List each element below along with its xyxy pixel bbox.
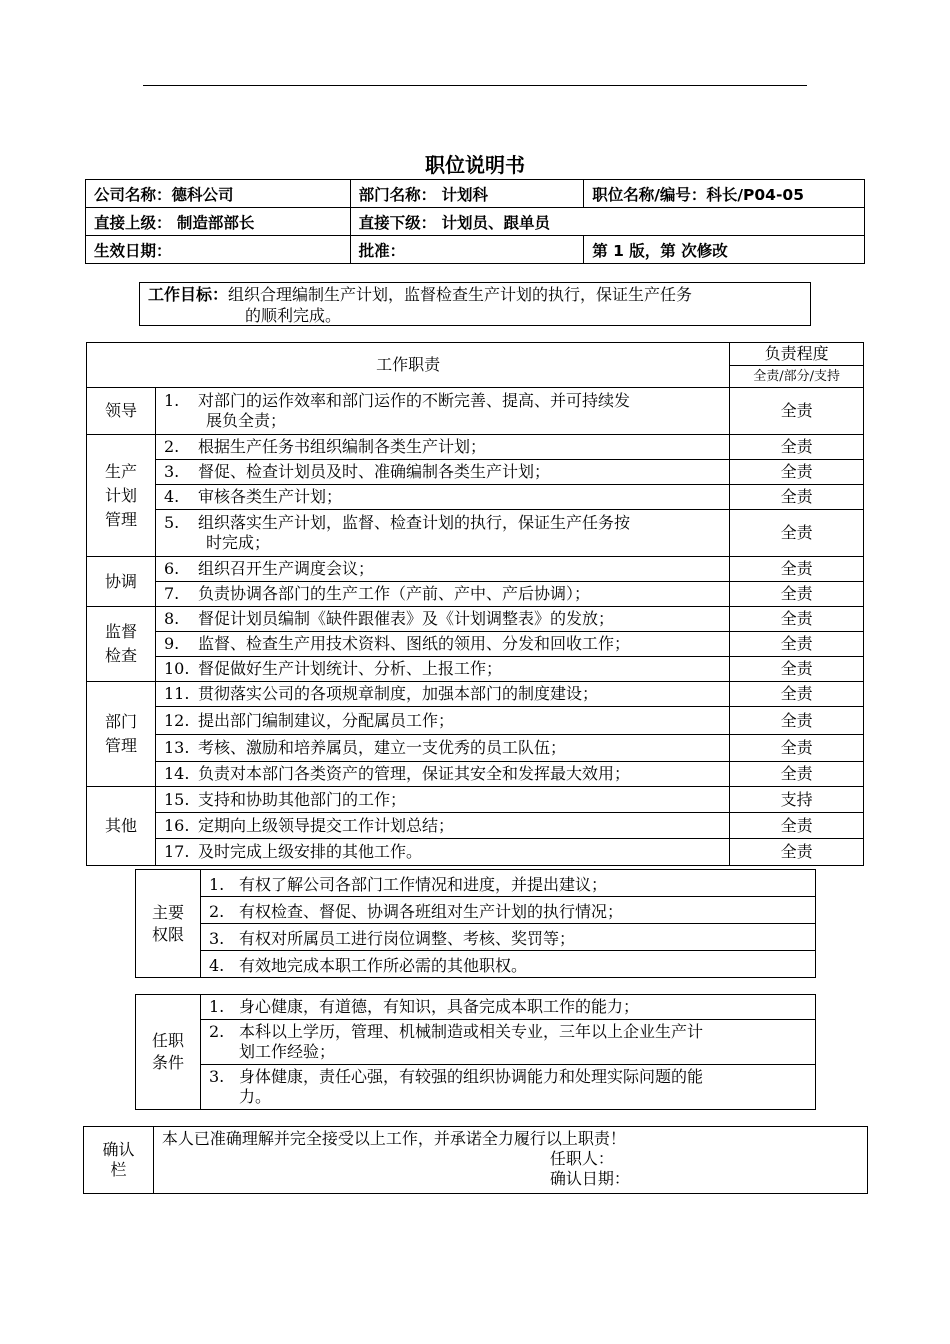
authority-number: 3. (208, 928, 225, 948)
duty-item (155, 485, 729, 510)
position-name: 职位名称/编号：科长/P04-05 (584, 180, 865, 208)
duty-item (155, 510, 729, 557)
authority-number: 4. (208, 955, 225, 975)
requirements-item (200, 1065, 815, 1110)
duty-text: 及时完成上级安排的其他工作。 (197, 842, 422, 861)
requirements-label: 任职条件 (136, 995, 201, 1110)
level-header: 负责程度 (730, 343, 864, 366)
duty-item (155, 735, 729, 762)
document-title: 职位说明书 (425, 153, 525, 177)
requirements-row (136, 1065, 816, 1110)
duty-row (87, 735, 864, 762)
duty-text: 支持和协助其他部门的工作； (197, 789, 406, 809)
duty-number: 1. (163, 391, 180, 410)
authority-row (136, 924, 816, 951)
requirements-number: 2. (208, 1022, 225, 1041)
responsibility-level: 全责 (730, 557, 864, 582)
duties-table (86, 342, 864, 866)
responsibility-level: 全责 (730, 682, 864, 707)
department-name: 部门名称： 计划科 (350, 180, 584, 208)
duty-row (87, 813, 864, 839)
responsibility-level: 全责 (730, 839, 864, 866)
responsibility-level: 全责 (730, 460, 864, 485)
duty-number: 3. (163, 462, 180, 481)
requirements-text-cont: 力。 (238, 1087, 271, 1106)
duty-number: 8. (163, 609, 180, 628)
work-goal-box (139, 282, 811, 326)
duty-item (155, 460, 729, 485)
duty-item (155, 762, 729, 787)
duties-header: 工作职责 (87, 343, 730, 388)
duty-text-cont: 时完成； (205, 533, 270, 552)
duty-text: 考核、激励和培养属员，建立一支优秀的员工队伍； (197, 738, 566, 757)
responsibility-level: 全责 (730, 435, 864, 460)
duty-item (155, 435, 729, 460)
responsibility-level: 全责 (730, 388, 864, 435)
responsibility-level: 全责 (730, 813, 864, 839)
authority-label: 主要权限 (136, 870, 201, 978)
duty-item (155, 813, 729, 839)
position-info-table (85, 179, 865, 264)
requirements-text: 身体健康，责任心强，有较强的组织协调能力和处理实际问题的能 (238, 1067, 703, 1086)
requirements-text-cont: 划工作经验； (238, 1042, 335, 1061)
duty-number: 12. (163, 710, 190, 730)
duty-item (155, 557, 729, 582)
duty-text: 根据生产任务书组织编制各类生产计划； (197, 437, 486, 456)
duty-text: 督促、检查计划员及时、准确编制各类生产计划； (197, 462, 550, 481)
effective-date: 生效日期： (86, 236, 351, 264)
responsibility-level: 全责 (730, 707, 864, 735)
authority-table (135, 869, 816, 978)
requirements-text: 本科以上学历，管理、机械制造或相关专业，三年以上企业生产计 (238, 1022, 703, 1041)
duty-category: 监督检查 (87, 607, 156, 682)
requirements-item (200, 995, 815, 1020)
requirements-table (135, 994, 816, 1110)
duty-text: 贯彻落实公司的各项规章制度，加强本部门的制度建设； (197, 684, 598, 703)
employee-signature: 任职人： (549, 1149, 614, 1168)
duty-category: 其他 (87, 787, 156, 866)
responsibility-level: 全责 (730, 657, 864, 682)
requirements-row (136, 1020, 816, 1065)
duty-row (87, 485, 864, 510)
authority-item (200, 897, 815, 924)
duty-text: 组织落实生产计划，监督、检查计划的执行，保证生产任务按 (197, 513, 630, 532)
duty-row (87, 388, 864, 435)
authority-text: 有权检查、督促、协调各班组对生产计划的执行情况； (238, 901, 623, 921)
duty-number: 7. (163, 584, 180, 603)
duty-text: 提出部门编制建议，分配属员工作； (197, 710, 454, 730)
confirmation-date: 确认日期： (549, 1169, 630, 1188)
duty-row (87, 787, 864, 813)
approval: 批准： (350, 236, 584, 264)
authority-row (136, 951, 816, 978)
duty-text: 负责协调各部门的生产工作（产前、产中、产后协调）； (197, 584, 590, 603)
duty-number: 9. (163, 634, 180, 653)
version: 第 1 版，第 次修改 (584, 236, 865, 264)
duty-number: 2. (163, 437, 180, 456)
duty-number: 17. (163, 842, 190, 861)
duty-number: 13. (163, 738, 190, 757)
duty-row (87, 657, 864, 682)
level-subheader: 全责/部分/支持 (730, 366, 864, 388)
direct-superior: 直接上级： 制造部部长 (86, 208, 351, 236)
duty-category: 生产计划管理 (87, 435, 156, 557)
duty-item (155, 632, 729, 657)
requirements-text: 身心健康，有道德，有知识，具备完成本职工作的能力； (238, 997, 639, 1016)
authority-row (136, 897, 816, 924)
responsibility-level: 支持 (730, 787, 864, 813)
authority-text: 有效地完成本职工作所必需的其他职权。 (238, 955, 527, 975)
responsibility-level: 全责 (730, 510, 864, 557)
duty-text: 监督、检查生产用技术资料、图纸的领用、分发和回收工作； (197, 634, 630, 653)
authority-text: 有权了解公司各部门工作情况和进度，并提出建议； (238, 874, 607, 894)
authority-number: 2. (208, 901, 225, 921)
duty-text-cont: 展负全责； (205, 411, 286, 430)
authority-item (200, 924, 815, 951)
direct-subordinate: 直接下级： 计划员、跟单员 (350, 208, 864, 236)
responsibility-level: 全责 (730, 485, 864, 510)
header-rule (143, 85, 807, 86)
confirmation-label: 确认栏 (84, 1127, 154, 1194)
duty-number: 6. (163, 559, 180, 578)
requirements-item (200, 1020, 815, 1065)
duty-item (155, 787, 729, 813)
authority-item (200, 951, 815, 978)
duty-row (87, 607, 864, 632)
duty-number: 4. (163, 487, 180, 506)
duty-item (155, 657, 729, 682)
duty-category: 领导 (87, 388, 156, 435)
authority-item (200, 870, 815, 897)
duty-text: 负责对本部门各类资产的管理，保证其安全和发挥最大效用； (197, 764, 630, 783)
confirmation-statement: 本人已准确理解并完全接受以上工作，并承诺全力履行以上职责！ (161, 1129, 626, 1148)
authority-number: 1. (208, 874, 225, 894)
duty-text: 定期向上级领导提交工作计划总结； (197, 815, 454, 835)
duty-text: 督促做好生产计划统计、分析、上报工作； (197, 659, 502, 678)
duty-text: 对部门的运作效率和部门运作的不断完善、提高、并可持续发 (197, 391, 630, 410)
duty-row (87, 632, 864, 657)
duty-text: 督促计划员编制《缺件跟催表》及《计划调整表》的发放； (197, 609, 614, 628)
duty-item (155, 682, 729, 707)
duty-item (155, 607, 729, 632)
work-goal-text-cont: 的顺利完成。 (245, 306, 342, 325)
responsibility-level: 全责 (730, 762, 864, 787)
duty-number: 14. (163, 764, 190, 783)
duty-row (87, 557, 864, 582)
duty-row (87, 435, 864, 460)
requirements-number: 1. (208, 997, 225, 1016)
work-goal-label: 工作目标： (148, 285, 229, 304)
duty-number: 5. (163, 513, 180, 532)
duty-item (155, 582, 729, 607)
confirmation-table (83, 1126, 868, 1194)
duty-item (155, 839, 729, 866)
duty-number: 11. (163, 684, 190, 703)
requirements-row (136, 995, 816, 1020)
responsibility-level: 全责 (730, 735, 864, 762)
responsibility-level: 全责 (730, 582, 864, 607)
duty-row (87, 510, 864, 557)
requirements-number: 3. (208, 1067, 225, 1086)
authority-text: 有权对所属员工进行岗位调整、考核、奖罚等； (238, 928, 575, 948)
responsibility-level: 全责 (730, 607, 864, 632)
responsibility-level: 全责 (730, 632, 864, 657)
duty-text: 审核各类生产计划； (197, 487, 342, 506)
authority-row (136, 870, 816, 897)
duty-row (87, 460, 864, 485)
duty-item (155, 707, 729, 735)
duty-category: 协调 (87, 557, 156, 607)
duty-row (87, 839, 864, 866)
company-name: 公司名称：德科公司 (86, 180, 351, 208)
duty-row (87, 707, 864, 735)
duty-item (155, 388, 729, 435)
duty-number: 15. (163, 789, 190, 809)
duty-text: 组织召开生产调度会议； (197, 559, 374, 578)
duty-row (87, 682, 864, 707)
duty-row (87, 582, 864, 607)
work-goal-text: 组织合理编制生产计划，监督检查生产计划的执行，保证生产任务 (228, 285, 693, 304)
duty-number: 10. (163, 659, 190, 678)
duty-number: 16. (163, 815, 190, 835)
duty-category: 部门管理 (87, 682, 156, 787)
duty-row (87, 762, 864, 787)
